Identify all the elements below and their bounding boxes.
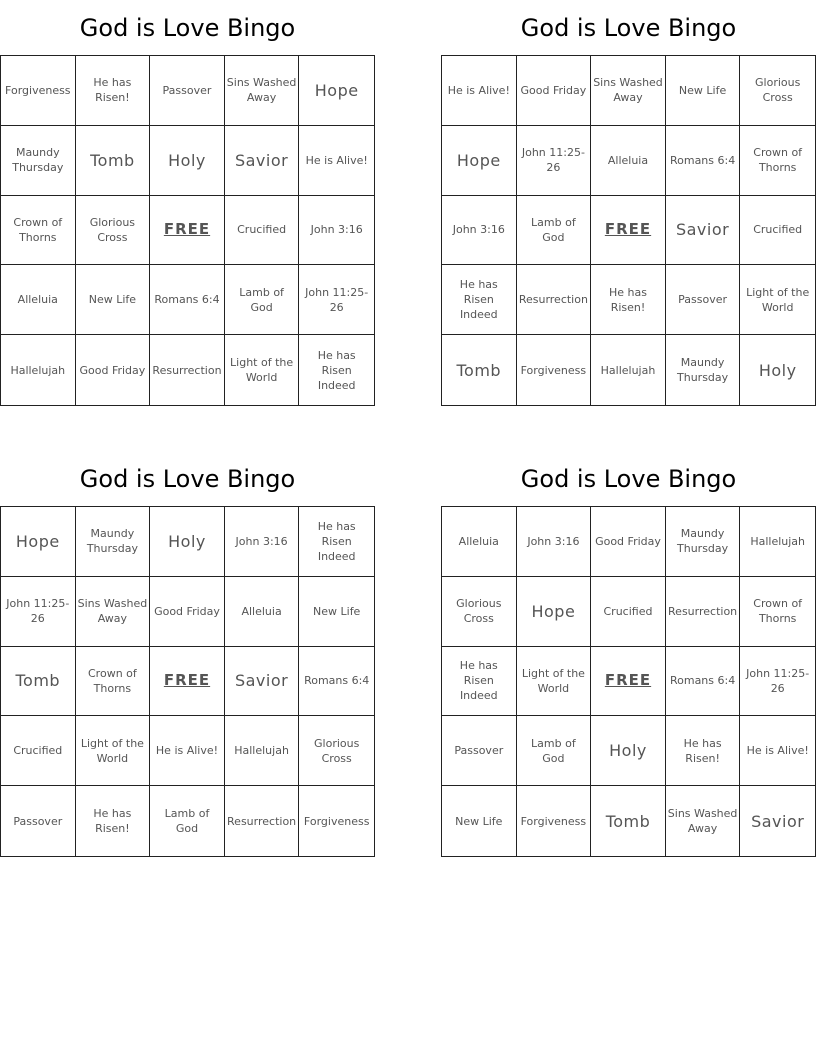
- free-space-cell: FREE: [150, 647, 225, 717]
- bingo-cell: John 3:16: [442, 196, 517, 266]
- bingo-cell: Crown of Thorns: [1, 196, 76, 266]
- bingo-cell: Light of the World: [76, 716, 151, 786]
- bingo-cell: Romans 6:4: [299, 647, 374, 717]
- bingo-cell: Light of the World: [740, 265, 815, 335]
- bingo-cell: Resurrection: [517, 265, 592, 335]
- bingo-cell: Good Friday: [517, 56, 592, 126]
- free-space-cell: FREE: [591, 196, 666, 266]
- bingo-cell: New Life: [76, 265, 151, 335]
- bingo-grid: [0, 55, 375, 406]
- bingo-cell: Crucified: [225, 196, 300, 266]
- bingo-cell: Romans 6:4: [666, 126, 741, 196]
- bingo-cell: Holy: [591, 716, 666, 786]
- bingo-cell: New Life: [299, 577, 374, 647]
- bingo-cell: Savior: [666, 196, 741, 266]
- bingo-cell: Glorious Cross: [299, 716, 374, 786]
- bingo-cell: Resurrection: [225, 786, 300, 856]
- bingo-cell: Alleluia: [442, 507, 517, 577]
- bingo-cell: Passover: [1, 786, 76, 856]
- bingo-cell: Light of the World: [517, 647, 592, 717]
- bingo-cell: He is Alive!: [150, 716, 225, 786]
- bingo-cell: Hope: [442, 126, 517, 196]
- bingo-cell: Hallelujah: [591, 335, 666, 405]
- bingo-cell: Tomb: [76, 126, 151, 196]
- bingo-cell: He has Risen Indeed: [317, 348, 356, 392]
- bingo-cell: Hope: [299, 56, 374, 126]
- bingo-cell: John 3:16: [299, 196, 374, 266]
- bingo-cell: Alleluia: [591, 126, 666, 196]
- bingo-cell: Holy: [758, 360, 797, 380]
- card-title: God is Love Bingo: [520, 465, 737, 493]
- bingo-grid: [441, 55, 816, 406]
- bingo-cell: Lamb of God: [517, 716, 592, 786]
- free-space-cell: FREE: [591, 647, 666, 717]
- bingo-cell: He has Risen!: [591, 265, 666, 335]
- bingo-cell: Forgiveness: [303, 814, 370, 828]
- bingo-cell: Glorious Cross: [740, 56, 815, 126]
- bingo-cell: Tomb: [1, 647, 76, 717]
- bingo-grid: [441, 506, 816, 857]
- bingo-cell: John 3:16: [517, 507, 592, 577]
- bingo-cell: Passover: [666, 265, 741, 335]
- bingo-cell: Holy: [150, 507, 225, 577]
- bingo-cell: Good Friday: [76, 335, 151, 405]
- bingo-cell: Good Friday: [150, 577, 225, 647]
- bingo-cell: New Life: [666, 56, 741, 126]
- bingo-cell: Crucified: [591, 577, 666, 647]
- bingo-cell: Savior: [225, 647, 300, 717]
- bingo-cell: He has Risen Indeed: [442, 265, 517, 335]
- bingo-card-3: [0, 451, 375, 836]
- bingo-cell: Savior: [751, 811, 805, 831]
- card-title: God is Love Bingo: [79, 465, 296, 493]
- bingo-cell: Tomb: [442, 335, 517, 405]
- bingo-cell: He is Alive!: [740, 716, 815, 786]
- bingo-cell: John 11:25-26: [740, 647, 815, 717]
- bingo-grid: [0, 506, 375, 857]
- bingo-cell: Crown of Thorns: [740, 577, 815, 647]
- bingo-cell: Hallelujah: [225, 716, 300, 786]
- bingo-cell: John 11:25-26: [1, 577, 76, 647]
- bingo-card-1: [0, 0, 375, 392]
- bingo-cell: Glorious Cross: [442, 577, 517, 647]
- bingo-cell: Sins Washed Away: [225, 56, 300, 126]
- bingo-cell: John 11:25-26: [517, 126, 592, 196]
- bingo-cell: Hallelujah: [740, 507, 815, 577]
- bingo-cell: Resurrection: [666, 577, 741, 647]
- bingo-cell: Tomb: [591, 786, 666, 856]
- bingo-cell: Maundy Thursday: [76, 507, 151, 577]
- bingo-cell: Resurrection: [150, 335, 225, 405]
- bingo-card-4: [441, 451, 816, 836]
- bingo-cell: Maundy Thursday: [1, 126, 76, 196]
- bingo-cell: Holy: [150, 126, 225, 196]
- bingo-cell: Alleluia: [1, 265, 76, 335]
- bingo-cell: Crown of Thorns: [76, 647, 151, 717]
- bingo-cell: Lamb of God: [150, 786, 225, 856]
- bingo-cell: Sins Washed Away: [666, 786, 741, 856]
- bingo-cell: Crown of Thorns: [740, 126, 815, 196]
- bingo-cell: Romans 6:4: [666, 647, 741, 717]
- bingo-cell: Crucified: [740, 196, 815, 266]
- bingo-cell: Alleluia: [225, 577, 300, 647]
- bingo-cell: He is Alive!: [299, 126, 374, 196]
- bingo-cell: Sins Washed Away: [76, 577, 151, 647]
- bingo-cell: Lamb of God: [517, 196, 592, 266]
- bingo-cell: He has Risen!: [76, 786, 151, 856]
- bingo-cell: Forgiveness: [1, 56, 76, 126]
- bingo-cell: He has Risen Indeed: [299, 507, 374, 577]
- bingo-card-2: [441, 0, 816, 385]
- bingo-cell: Hope: [1, 507, 76, 577]
- card-title: God is Love Bingo: [79, 14, 296, 42]
- bingo-cell: Maundy Thursday: [666, 335, 741, 405]
- bingo-cell: Sins Washed Away: [591, 56, 666, 126]
- bingo-cell: Crucified: [1, 716, 76, 786]
- bingo-cell: He is Alive!: [442, 56, 517, 126]
- bingo-cell: Forgiveness: [517, 335, 592, 405]
- bingo-cell: Lamb of God: [225, 265, 300, 335]
- bingo-cell: Passover: [442, 716, 517, 786]
- bingo-cell: Glorious Cross: [76, 196, 151, 266]
- bingo-cell: John 3:16: [225, 507, 300, 577]
- bingo-cell: New Life: [442, 786, 517, 856]
- bingo-cell: Savior: [225, 126, 300, 196]
- bingo-cell: He has Risen!: [666, 716, 741, 786]
- bingo-cell: Light of the World: [225, 335, 300, 405]
- bingo-cell: John 11:25-26: [299, 265, 374, 335]
- card-title: God is Love Bingo: [520, 14, 737, 42]
- bingo-cell: Passover: [150, 56, 225, 126]
- free-space-cell: FREE: [150, 196, 225, 266]
- bingo-cell: Maundy Thursday: [666, 507, 741, 577]
- bingo-cell: Forgiveness: [517, 786, 592, 856]
- bingo-cell: Romans 6:4: [150, 265, 225, 335]
- bingo-cell: He has Risen Indeed: [442, 647, 517, 717]
- bingo-cell: Hallelujah: [1, 335, 76, 405]
- bingo-cell: Hope: [517, 577, 592, 647]
- bingo-cell: He has Risen!: [76, 56, 151, 126]
- bingo-cell: Good Friday: [591, 507, 666, 577]
